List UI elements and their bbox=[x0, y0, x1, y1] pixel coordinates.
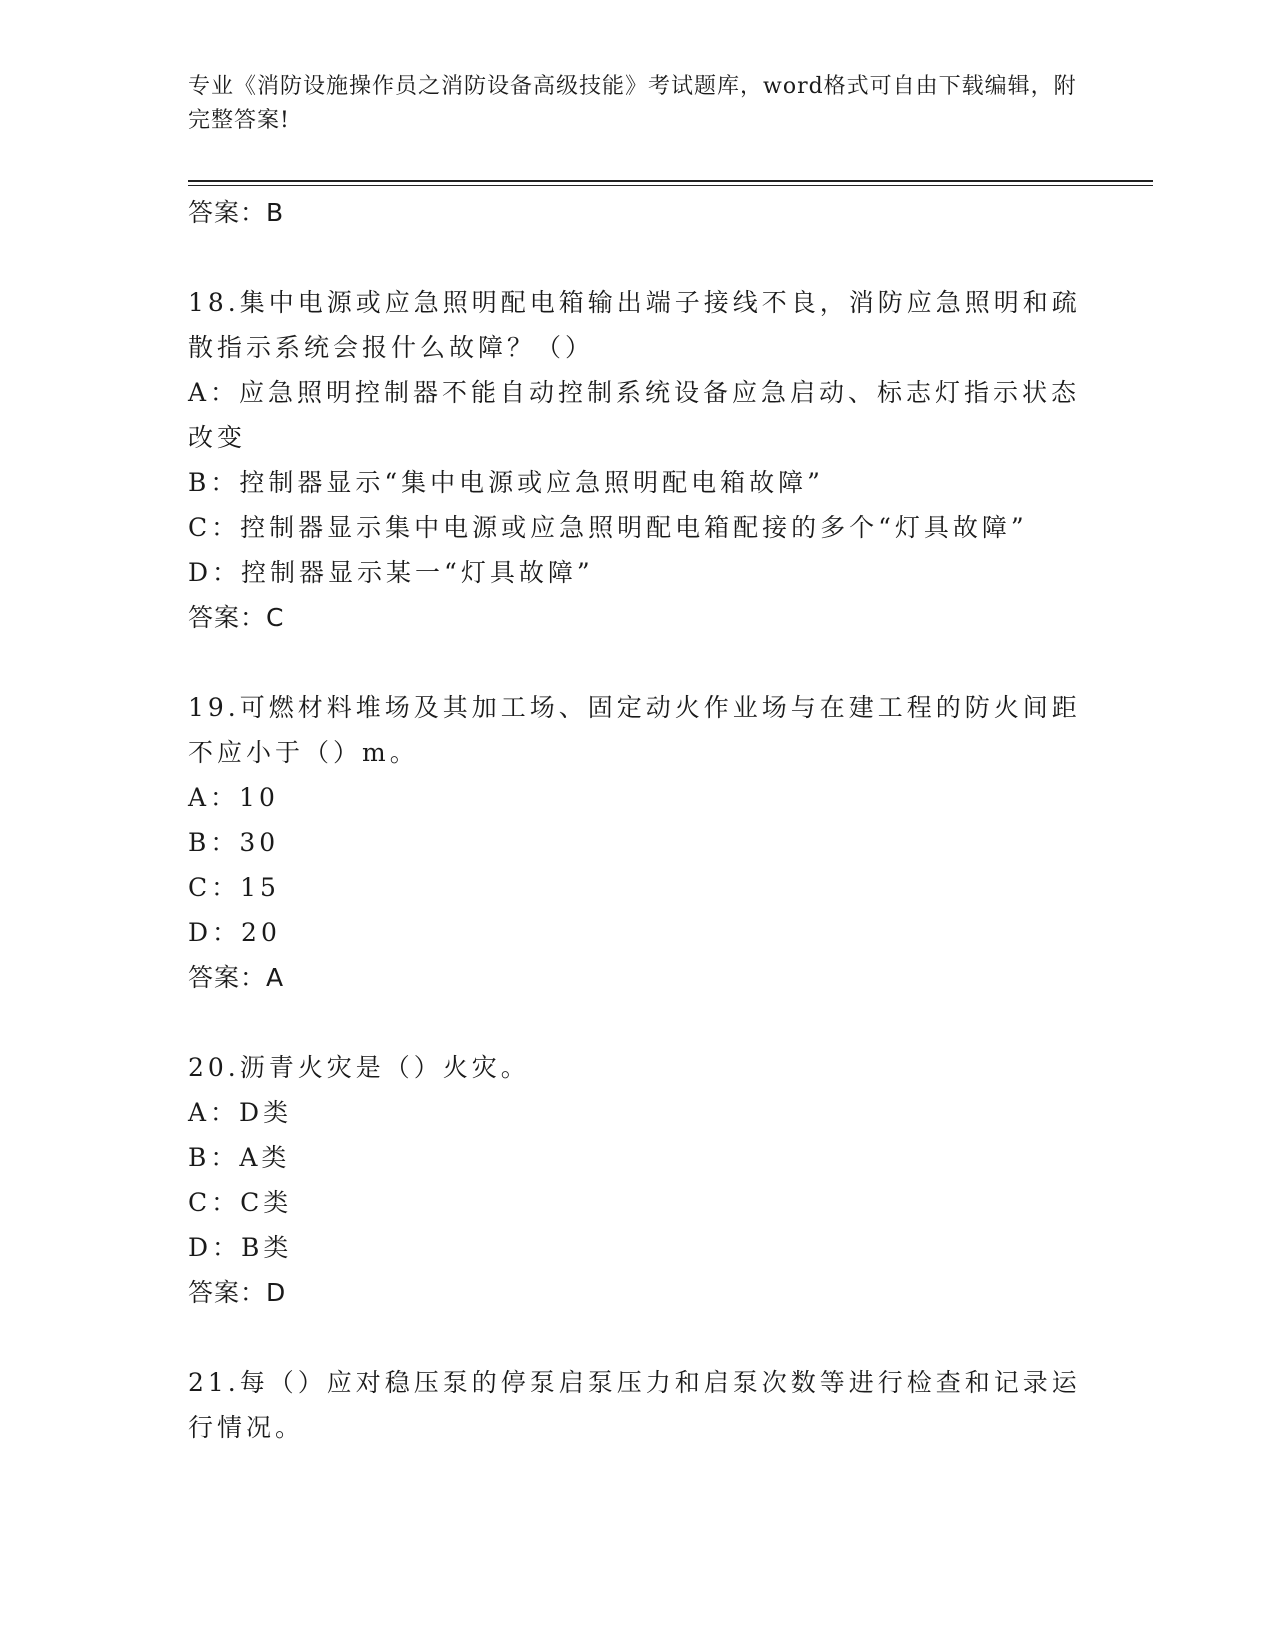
question-block bbox=[188, 280, 1088, 641]
option-c: C：控制器显示集中电源或应急照明配电箱配接的多个“灯具故障” bbox=[188, 513, 1028, 542]
question-block bbox=[188, 1360, 1088, 1450]
document-header: 专业《消防设施操作员之消防设备高级技能》考试题库，word格式可自由下载编辑，附完整答案! bbox=[188, 74, 1077, 133]
question-block bbox=[188, 685, 1088, 1001]
question-block bbox=[188, 1045, 1088, 1316]
header-rule-thick bbox=[188, 180, 1153, 182]
option-c: C：15 bbox=[188, 873, 280, 902]
question-list bbox=[188, 190, 1088, 1450]
option-a: A：D类 bbox=[188, 1098, 293, 1127]
answer-line: 答案：C bbox=[188, 603, 285, 632]
header-rule-thin bbox=[188, 185, 1153, 186]
question-text: 19.可燃材料堆场及其加工场、固定动火作业场与在建工程的防火间距不应小于（）m。 bbox=[188, 693, 1081, 767]
option-a: A：应急照明控制器不能自动控制系统设备应急启动、标志灯指示状态改变 bbox=[188, 378, 1081, 452]
question-text: 20.沥青火灾是（）火灾。 bbox=[188, 1053, 530, 1082]
option-d: D：B类 bbox=[188, 1233, 293, 1262]
answer-line: 答案：D bbox=[188, 1278, 287, 1307]
option-a: A：10 bbox=[188, 783, 279, 812]
option-d: D：20 bbox=[188, 918, 281, 947]
option-b: B：30 bbox=[188, 828, 280, 857]
answer-line: 答案：B bbox=[188, 198, 285, 227]
answer-line: 答案：A bbox=[188, 963, 285, 992]
option-d: D：控制器显示某一“灯具故障” bbox=[188, 558, 594, 587]
question-text: 18.集中电源或应急照明配电箱输出端子接线不良，消防应急照明和疏散指示系统会报什么故障？（） bbox=[188, 288, 1081, 362]
option-c: C：C类 bbox=[188, 1188, 293, 1217]
option-b: B：控制器显示“集中电源或应急照明配电箱故障” bbox=[188, 468, 824, 497]
question-text: 21.每（）应对稳压泵的停泵启泵压力和启泵次数等进行检查和记录运行情况。 bbox=[188, 1368, 1081, 1442]
option-b: B：A类 bbox=[188, 1143, 291, 1172]
